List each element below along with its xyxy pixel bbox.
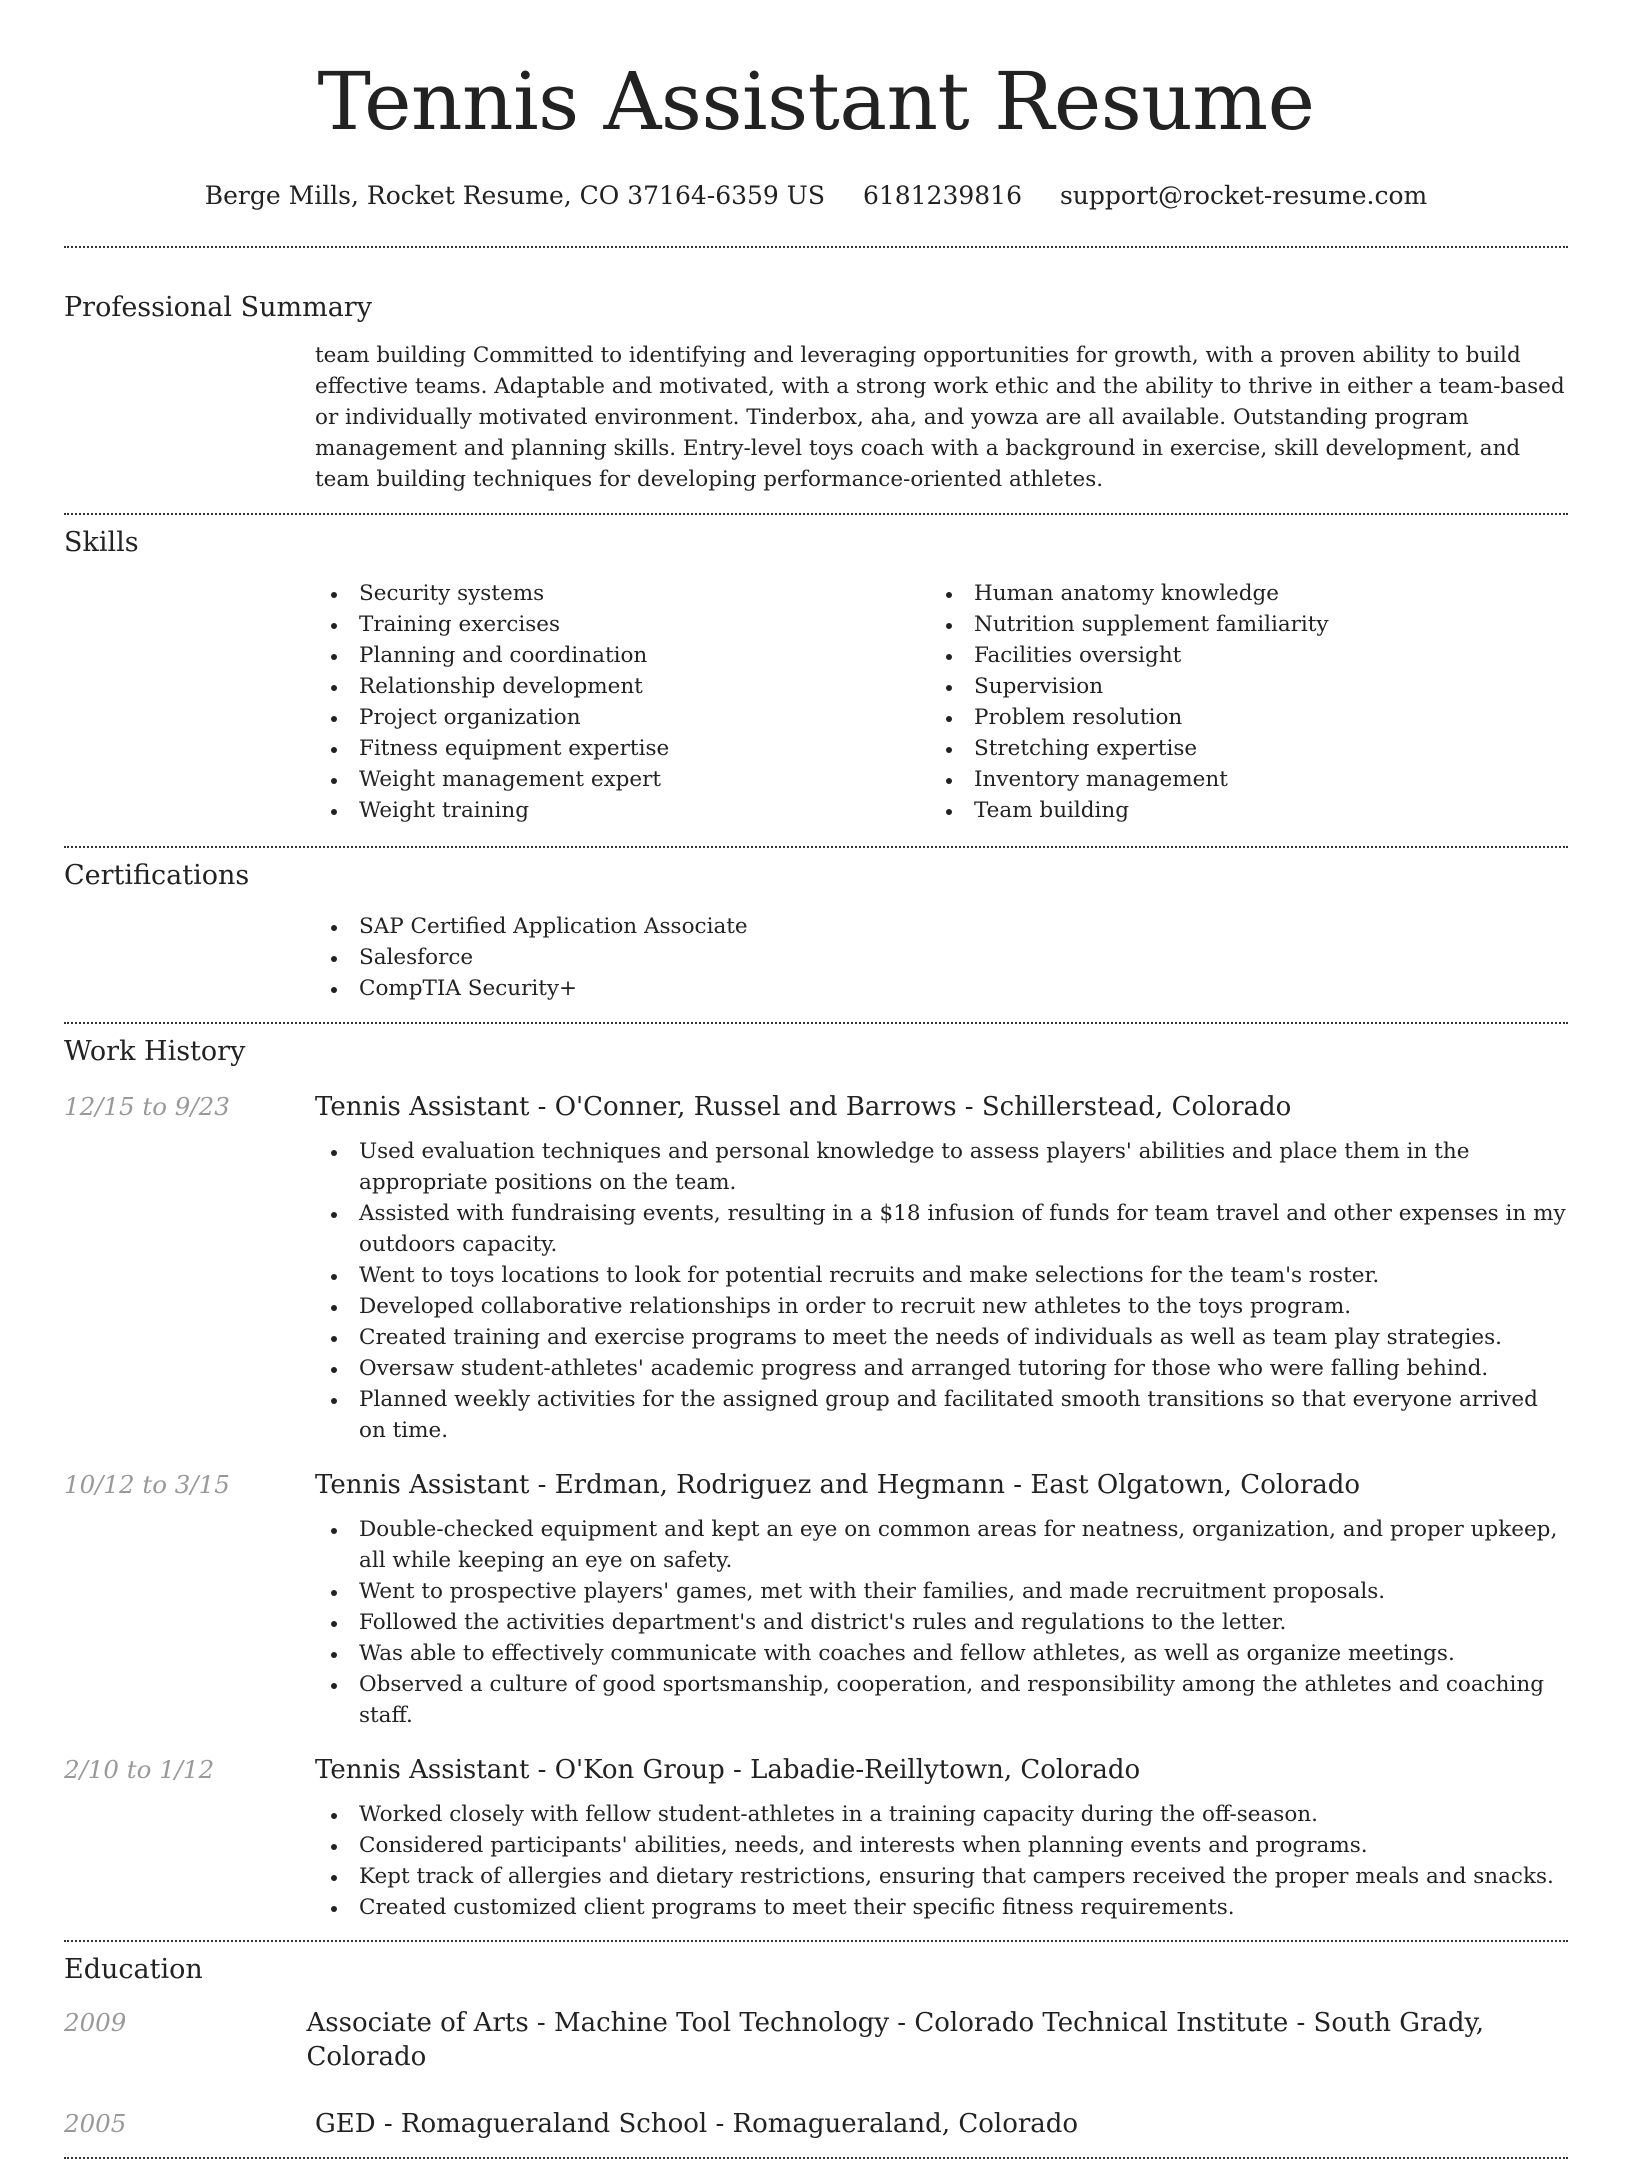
job-date: 12/15 to 9/23 xyxy=(64,1092,230,1121)
certifications-list xyxy=(315,911,1568,1004)
job-bullet: Followed the activities department's and district's rules and regulations to the letter. xyxy=(315,1607,1568,1638)
skill-item: Supervision xyxy=(930,671,1545,702)
skill-item: Project organization xyxy=(315,702,930,733)
skill-item: Weight management expert xyxy=(315,764,930,795)
skill-item: Planning and coordination xyxy=(315,640,930,671)
divider xyxy=(64,1022,1568,1024)
job-bullet: Used evaluation techniques and personal knowledge to assess players' abilities and place them in the appropriate positions on the team. xyxy=(315,1136,1568,1198)
job-bullet: Created training and exercise programs to meet the needs of individuals as well as team play strategies. xyxy=(315,1322,1568,1353)
job-entry xyxy=(64,1753,1568,1923)
skills-list-left xyxy=(315,578,930,826)
education-date: 2009 xyxy=(64,2008,127,2037)
skill-item: Security systems xyxy=(315,578,930,609)
job-bullet: Considered participants' abilities, needs, and interests when planning events and programs. xyxy=(315,1830,1568,1861)
skill-item: Nutrition supplement familiarity xyxy=(930,609,1545,640)
divider xyxy=(64,846,1568,848)
resume-title: Tennis Assistant Resume xyxy=(317,55,1315,148)
job-heading: Tennis Assistant - O'Conner, Russel and Barrows - Schillerstead, Colorado xyxy=(315,1092,1292,1122)
job-entry xyxy=(64,1090,1568,1446)
contact-address: Berge Mills, Rocket Resume, CO 37164-6359 US xyxy=(204,181,825,210)
certification-item: SAP Certified Application Associate xyxy=(315,911,1568,942)
education-list xyxy=(64,2006,1568,2141)
skills-heading: Skills xyxy=(64,527,139,558)
education-section xyxy=(64,1952,1568,2141)
skill-item: Training exercises xyxy=(315,609,930,640)
work-heading: Work History xyxy=(64,1036,246,1067)
job-bullets xyxy=(315,1799,1568,1923)
job-bullets xyxy=(315,1514,1568,1731)
summary-heading: Professional Summary xyxy=(64,292,372,323)
job-bullet: Created customized client programs to meet their specific fitness requirements. xyxy=(315,1892,1568,1923)
job-bullet: Kept track of allergies and dietary restrictions, ensuring that campers received the proper meals and snacks. xyxy=(315,1861,1568,1892)
certification-item: CompTIA Security+ xyxy=(315,973,1568,1004)
job-heading: Tennis Assistant - Erdman, Rodriguez and Hegmann - East Olgatown, Colorado xyxy=(315,1470,1361,1500)
contact-phone: 6181239816 xyxy=(862,181,1022,210)
job-bullet: Assisted with fundraising events, resulting in a $18 infusion of funds for team travel and other expenses in my outdoors capacity. xyxy=(315,1198,1568,1260)
divider xyxy=(64,1940,1568,1942)
skill-item: Fitness equipment expertise xyxy=(315,733,930,764)
education-heading-text: GED - Romagueraland School - Romagueraland, Colorado xyxy=(315,2109,1079,2139)
job-bullets xyxy=(315,1136,1568,1446)
certifications-section xyxy=(64,858,1568,1004)
job-list xyxy=(64,1090,1568,1923)
education-entry xyxy=(64,2006,1568,2074)
divider xyxy=(64,246,1568,248)
job-bullet: Was able to effectively communicate with coaches and fellow athletes, as well as organize meetings. xyxy=(315,1638,1568,1669)
job-date: 2/10 to 1/12 xyxy=(64,1755,215,1784)
divider xyxy=(64,513,1568,515)
resume-page xyxy=(64,0,1568,2159)
job-bullet: Went to prospective players' games, met with their families, and made recruitment proposals. xyxy=(315,1576,1568,1607)
summary-section xyxy=(64,290,1568,495)
contact-email: support@rocket-resume.com xyxy=(1059,181,1428,210)
certification-item: Salesforce xyxy=(315,942,1568,973)
skill-item: Inventory management xyxy=(930,764,1545,795)
skill-item: Team building xyxy=(930,795,1545,826)
education-entry xyxy=(64,2107,1568,2141)
job-bullet: Double-checked equipment and kept an eye on common areas for neatness, organization, and proper upkeep, all while keeping an eye on safety. xyxy=(315,1514,1568,1576)
work-section xyxy=(64,1034,1568,1923)
job-entry xyxy=(64,1468,1568,1731)
education-date: 2005 xyxy=(64,2109,127,2138)
summary-text: team building Committed to identifying and leveraging opportunities for growth, with a proven ability to build effective teams. Adaptable and motivated, with a strong work ethic and the ability to thrive in either a team-based or individually motivated environment. Tinderbox, aha, and yowza are all available. Outstanding program management and planning skills. Entry-level toys coach with a background in exercise, skill development, and team building techniques for developing performance-oriented athletes. xyxy=(315,343,1565,492)
skill-item: Human anatomy knowledge xyxy=(930,578,1545,609)
job-bullet: Went to toys locations to look for potential recruits and make selections for the team's roster. xyxy=(315,1260,1568,1291)
education-heading-text: Associate of Arts - Machine Tool Technology - Colorado Technical Institute - South Grady, Colorado xyxy=(306,2008,1485,2072)
skills-list-right xyxy=(930,578,1545,826)
skill-item: Relationship development xyxy=(315,671,930,702)
skills-section xyxy=(64,525,1568,826)
job-date: 10/12 to 3/15 xyxy=(64,1470,230,1499)
job-bullet: Oversaw student-athletes' academic progress and arranged tutoring for those who were falling behind. xyxy=(315,1353,1568,1384)
skill-item: Problem resolution xyxy=(930,702,1545,733)
skill-item: Facilities oversight xyxy=(930,640,1545,671)
job-bullet: Worked closely with fellow student-athletes in a training capacity during the off-season. xyxy=(315,1799,1568,1830)
job-heading: Tennis Assistant - O'Kon Group - Labadie-Reillytown, Colorado xyxy=(315,1755,1141,1785)
certifications-heading: Certifications xyxy=(64,860,250,891)
skill-item: Stretching expertise xyxy=(930,733,1545,764)
skill-item: Weight training xyxy=(315,795,930,826)
job-bullet: Planned weekly activities for the assigned group and facilitated smooth transitions so that everyone arrived on time. xyxy=(315,1384,1568,1446)
contact-line xyxy=(64,180,1568,212)
job-bullet: Observed a culture of good sportsmanship, cooperation, and responsibility among the athletes and coaching staff. xyxy=(315,1669,1568,1731)
education-heading: Education xyxy=(64,1954,203,1985)
job-bullet: Developed collaborative relationships in order to recruit new athletes to the toys program. xyxy=(315,1291,1568,1322)
